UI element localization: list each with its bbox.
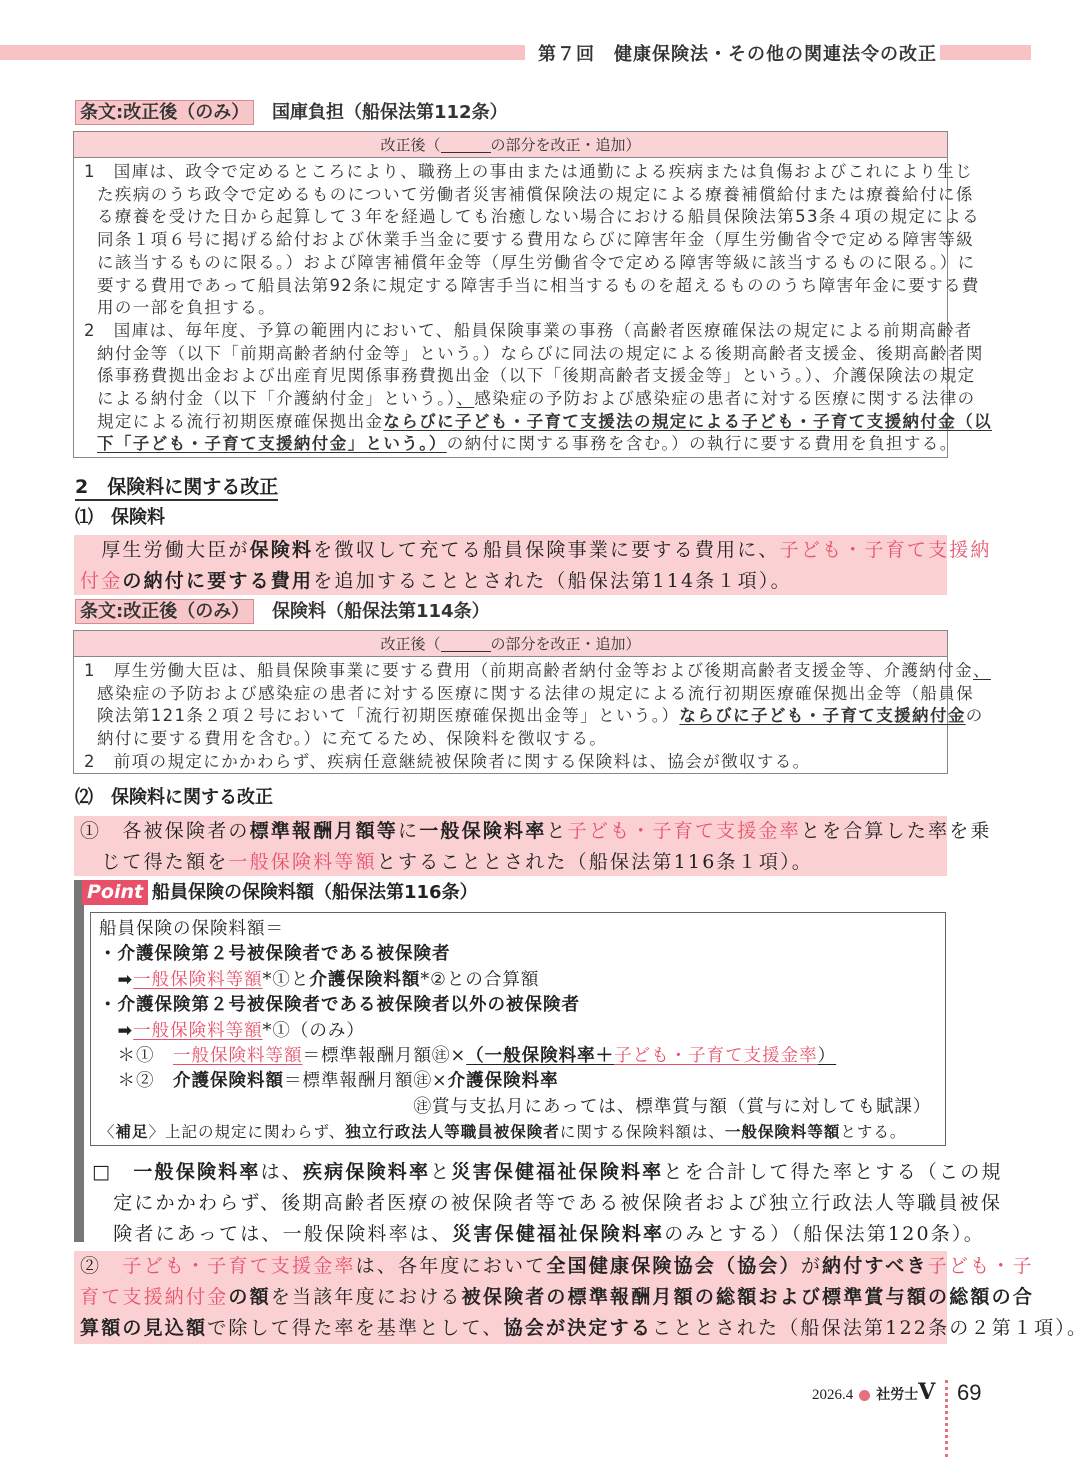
text-line bbox=[99, 1019, 937, 1044]
text-run: を徴収して充てる船員保険事業に要する費用に、 bbox=[313, 539, 780, 561]
text-run: ならびに子ども・子育て支援法の規定による子ども・子育て支援納付金（以 bbox=[383, 411, 993, 431]
text-line bbox=[84, 683, 975, 706]
text-line bbox=[92, 1157, 1003, 1188]
bullet-dot-icon bbox=[859, 1390, 870, 1401]
text-run: *②との合算額 bbox=[420, 969, 540, 990]
text-run: は、 bbox=[260, 1161, 303, 1183]
text-line bbox=[84, 229, 975, 252]
text-line bbox=[84, 184, 974, 207]
text-run: 厚生労働大臣が bbox=[80, 539, 250, 561]
text-line bbox=[80, 847, 941, 878]
text-line bbox=[84, 705, 984, 728]
table-header bbox=[74, 631, 947, 657]
table-header-text: 改正後（ bbox=[380, 635, 441, 653]
text-line bbox=[99, 1095, 937, 1120]
text-line bbox=[99, 1069, 937, 1094]
text-line bbox=[92, 1188, 1003, 1219]
text-run: 規定による流行初期医療確保拠出金 bbox=[97, 411, 384, 431]
article-table bbox=[73, 131, 993, 458]
text-run: とを合算した率を乗 bbox=[800, 820, 992, 842]
text-run: 感染症の予防および感染症の患者に対する医療に関する法律の bbox=[474, 389, 976, 409]
text-run: 一般保険料等額 bbox=[228, 851, 377, 873]
text-line bbox=[80, 1313, 1088, 1344]
text-run: *①（のみ） bbox=[262, 1020, 365, 1041]
text-run: 災害保健福祉保険料率 bbox=[451, 1161, 664, 1183]
text-run: 納付に要する費用を含む。）に充てるため、保険料を徴収する。 bbox=[97, 729, 608, 749]
text-run: に bbox=[398, 820, 420, 842]
text-run: 育て支援納付金 bbox=[80, 1286, 229, 1308]
text-run: を追加することとされた（船保法第114条１項）。 bbox=[313, 570, 792, 592]
text-line bbox=[99, 1044, 937, 1069]
text-run: 1 厚生労働大臣は、船員保険事業に要する費用（前期高齢者納付金等および後期高齢者支援金等、介護納付金 bbox=[84, 661, 973, 680]
subsection-heading: ⑴ 保険料 bbox=[75, 507, 165, 528]
article-label: 条文:改正後（のみ） bbox=[75, 100, 254, 125]
footer bbox=[812, 1380, 935, 1407]
text-run: 要する費用であって船員法第92条に規定する障害手当に相当するものを超えるもののうち障害年金に要する費 bbox=[97, 275, 980, 295]
text-line bbox=[84, 161, 973, 184]
text-run: じて得た額を bbox=[80, 851, 229, 873]
text-run: ＝標準報酬月額㊟× bbox=[302, 1046, 467, 1067]
text-line bbox=[99, 1120, 937, 1145]
subsection-heading: ⑵ 保険料に関する改正 bbox=[75, 787, 273, 808]
text-run: 保険料 bbox=[249, 539, 314, 561]
text-run: 一般保険料率 bbox=[419, 820, 547, 842]
table-body bbox=[74, 158, 993, 456]
text-run: 介護保険料額 bbox=[173, 1071, 284, 1092]
underline-sample bbox=[441, 638, 491, 652]
text-run: 子ども・子育て支援金率 bbox=[614, 1046, 818, 1067]
point-side-bar bbox=[74, 880, 84, 1242]
text-run: 一般保険料等額 bbox=[133, 1020, 263, 1041]
text-run: が bbox=[800, 1255, 823, 1277]
article-paragraph bbox=[84, 161, 980, 320]
text-run: 一般保険料等額 bbox=[173, 1046, 303, 1067]
text-line bbox=[80, 1282, 1035, 1313]
text-run: を当該年度における bbox=[270, 1286, 462, 1308]
header-bar-left bbox=[0, 45, 525, 60]
text-run: 納付金等（以下「前期高齢者納付金等」という。）ならびに同法の規定による後期高齢者支援金、後期高齢者関 bbox=[97, 343, 984, 363]
text-run: 係事務費拠出金および出産育児関係事務費拠出金（以下「後期高齢者支援金等」という。）、介護保険法の規定 bbox=[97, 366, 976, 386]
text-run: 被保険者の標準報酬月額の総額および標準賞与額の総額の合 bbox=[461, 1286, 1035, 1308]
text-line bbox=[84, 343, 984, 366]
text-run: ＊① bbox=[99, 1046, 173, 1067]
text-run: 、 bbox=[973, 661, 991, 680]
table-header-text: 改正後（ bbox=[380, 136, 441, 154]
text-run bbox=[99, 1021, 118, 1041]
text-run: 標準報酬月額等 bbox=[249, 820, 399, 842]
text-line bbox=[84, 365, 976, 388]
text-run: *①と bbox=[262, 969, 310, 990]
text-line bbox=[80, 535, 992, 566]
text-run: 険者にあっては、一般保険料率は、 bbox=[92, 1223, 453, 1245]
text-run: ㊟賞与支払月にあっては、標準賞与額（賞与に対しても賦課） bbox=[99, 1096, 932, 1117]
text-run: 船員保険の保険料額＝ bbox=[99, 919, 284, 939]
text-line bbox=[84, 252, 976, 275]
magazine-logo: 社労士V bbox=[876, 1379, 936, 1405]
text-run: 子ども・子育て支援金率 bbox=[567, 820, 801, 842]
text-run: 一般保険料等額 bbox=[724, 1123, 841, 1142]
text-run: 〈 bbox=[99, 1123, 116, 1142]
text-run: 2 前項の規定にかかわらず、疾病任意継続被保険者に関する保険料は、協会が徴収する。 bbox=[84, 751, 811, 771]
summary-paragraph bbox=[74, 816, 992, 876]
chapter-title: 第７回 健康保険法・その他の関連法令の改正 bbox=[538, 44, 937, 65]
point-badge: Point bbox=[82, 880, 148, 905]
text-run: ② bbox=[80, 1255, 123, 1277]
table-body bbox=[74, 657, 991, 774]
underline-sample bbox=[441, 139, 491, 153]
table-header-text: の部分を改正・追加） bbox=[490, 136, 641, 154]
text-run: 独立行政法人等職員被保険者 bbox=[345, 1123, 560, 1142]
text-run: 〉上記の規定に関わらず、 bbox=[148, 1123, 346, 1142]
text-line bbox=[84, 388, 976, 411]
text-run: 一般保険料率 bbox=[133, 1161, 261, 1183]
article-paragraph bbox=[84, 751, 941, 774]
text-run: 2 国庫は、毎年度、予算の範囲内において、船員保険事業の事務（高齢者医療確保法の規定による前期高齢者 bbox=[84, 320, 973, 340]
text-run: 感染症の予防および感染症の患者に対する医療に関する法律の規定による流行初期医療確保拠出金等（船員保 bbox=[97, 683, 975, 703]
text-line bbox=[84, 751, 941, 774]
text-line bbox=[84, 411, 993, 434]
text-run: による納付金（以下「介護納付金」という。） bbox=[97, 389, 457, 409]
text-run: ＝標準報酬月額㊟× bbox=[284, 1071, 448, 1092]
section-heading: 2 保険料に関する改正 bbox=[75, 475, 278, 501]
header-bar-right bbox=[940, 45, 1031, 60]
text-run: で除して得た率を基準として、 bbox=[207, 1317, 504, 1339]
text-run: こととされた（船保法第122条の２第１項）。 bbox=[652, 1317, 1088, 1339]
page-number: 69 bbox=[957, 1380, 982, 1405]
table-header-text: の部分を改正・追加） bbox=[490, 635, 641, 653]
text-run: ） bbox=[817, 1046, 837, 1067]
text-line bbox=[80, 816, 992, 847]
text-run: 1 国庫は、政令で定めるところにより、職務上の事由または通勤による疾病または負傷およびこれにより生じ bbox=[84, 162, 973, 181]
text-run: に関する保険料額は、 bbox=[559, 1123, 725, 1142]
summary-paragraph bbox=[74, 1251, 1088, 1344]
article-paragraph bbox=[84, 660, 991, 751]
text-line bbox=[84, 275, 980, 298]
text-line bbox=[99, 993, 937, 1018]
text-run: 下「子ども・子育て支援納付金」という。） bbox=[97, 434, 447, 454]
text-run: とを合計して得た率とする（この規 bbox=[663, 1161, 1003, 1183]
text-run: ① 各被保険者の bbox=[80, 820, 250, 842]
point-box bbox=[90, 912, 946, 1146]
text-run: 全国健康保険協会（協会） bbox=[546, 1255, 801, 1277]
text-run: 同条１項６号に掲げる給付および休業手当金に要する費用ならびに障害年金（厚生労働省令で定める障害等級 bbox=[97, 230, 975, 250]
text-run: □ bbox=[92, 1161, 134, 1183]
text-run: の納付に関する事務を含む。）の執行に要する費用を負担する。 bbox=[446, 434, 958, 454]
text-line bbox=[99, 968, 937, 993]
text-line bbox=[80, 566, 941, 597]
text-run: ＊② bbox=[99, 1071, 173, 1092]
text-run: とする。 bbox=[840, 1123, 907, 1142]
text-run: 用の一部を負担する。 bbox=[97, 298, 276, 318]
article-paragraph bbox=[84, 320, 993, 456]
text-line bbox=[84, 433, 958, 456]
point-title: 船員保険の保険料額（船保法第116条） bbox=[152, 882, 478, 903]
article-title: 国庫負担（船保法第112条） bbox=[272, 102, 508, 123]
text-run: と bbox=[430, 1161, 452, 1183]
text-line bbox=[99, 942, 937, 967]
text-run: 一般保険料等額 bbox=[133, 969, 263, 990]
text-line bbox=[84, 206, 980, 229]
text-line bbox=[80, 1251, 1034, 1282]
text-run: 介護保険料率 bbox=[447, 1071, 559, 1092]
text-run: に該当するものに限る。）および障害補償年金等（厚生労働省令で定める障害等級に該当するものに限る。）に bbox=[97, 252, 976, 272]
text-run: 険法第121条２項２号において「流行初期医療確保拠出金等」という。） bbox=[97, 706, 680, 726]
text-run: 、 bbox=[456, 389, 475, 409]
text-run: 補足 bbox=[115, 1123, 149, 1142]
text-run: と bbox=[546, 820, 568, 842]
text-run: ➡ bbox=[117, 969, 134, 990]
text-run bbox=[99, 970, 118, 990]
text-run: 子ども・子育て支援金率 bbox=[122, 1255, 356, 1277]
text-run: 定にかかわらず、後期高齢者医療の被保険者等である被保険者および独立行政法人等職員被保 bbox=[92, 1192, 1003, 1214]
text-line bbox=[99, 917, 937, 942]
text-run: 介護保険料額 bbox=[309, 969, 421, 990]
text-run: は、各年度において bbox=[355, 1255, 547, 1277]
article-title: 保険料（船保法第114条） bbox=[272, 601, 490, 622]
text-run: た疾病のうち政令で定めるものについて労働者災害補償保険法の規定による療養補償給付または療養給付に係 bbox=[97, 184, 974, 204]
text-run: （一般保険料率＋ bbox=[466, 1046, 615, 1067]
text-run: のみとする）（船保法第120条）。 bbox=[664, 1223, 985, 1245]
text-line bbox=[84, 297, 941, 320]
text-run: ならびに子ども・子育て支援納付金 bbox=[679, 706, 966, 726]
text-run: 子ども・子育て支援納 bbox=[779, 539, 992, 561]
dotted-divider bbox=[945, 1380, 948, 1457]
article-label: 条文:改正後（のみ） bbox=[75, 599, 254, 624]
text-run: の bbox=[965, 706, 984, 726]
text-run: 付金 bbox=[80, 570, 123, 592]
text-run: 納付すべき bbox=[822, 1255, 928, 1277]
text-line bbox=[84, 660, 991, 683]
text-run: ・介護保険第２号被保険者である被保険者以外の被保険者 bbox=[99, 995, 580, 1016]
issue-date: 2026.4 bbox=[812, 1387, 854, 1403]
summary-paragraph bbox=[74, 535, 992, 595]
text-line bbox=[92, 1219, 985, 1250]
table-header bbox=[74, 132, 947, 158]
text-run: 疾病保険料率 bbox=[302, 1161, 431, 1183]
text-line bbox=[84, 320, 973, 343]
text-run: の額 bbox=[228, 1286, 271, 1308]
text-run: ・介護保険第２号被保険者である被保険者 bbox=[99, 944, 451, 965]
text-run: とすることとされた（船保法第116条１項）。 bbox=[376, 851, 813, 873]
text-run: 子ども・子 bbox=[927, 1255, 1034, 1277]
text-run: の納付に要する費用 bbox=[122, 570, 314, 592]
text-run: ➡ bbox=[117, 1020, 134, 1041]
text-run: る療養を受けた日から起算して３年を経過しても治癒しない場合における船員保険法第53条４項の規定による bbox=[97, 207, 980, 227]
text-run: 協会が決定する bbox=[503, 1317, 653, 1339]
text-line bbox=[84, 728, 941, 751]
article-table bbox=[73, 630, 991, 774]
text-run: 算額の見込額 bbox=[80, 1317, 208, 1339]
text-run: 災害保健福祉保険料率 bbox=[452, 1223, 665, 1245]
checklist-paragraph bbox=[92, 1157, 1003, 1250]
